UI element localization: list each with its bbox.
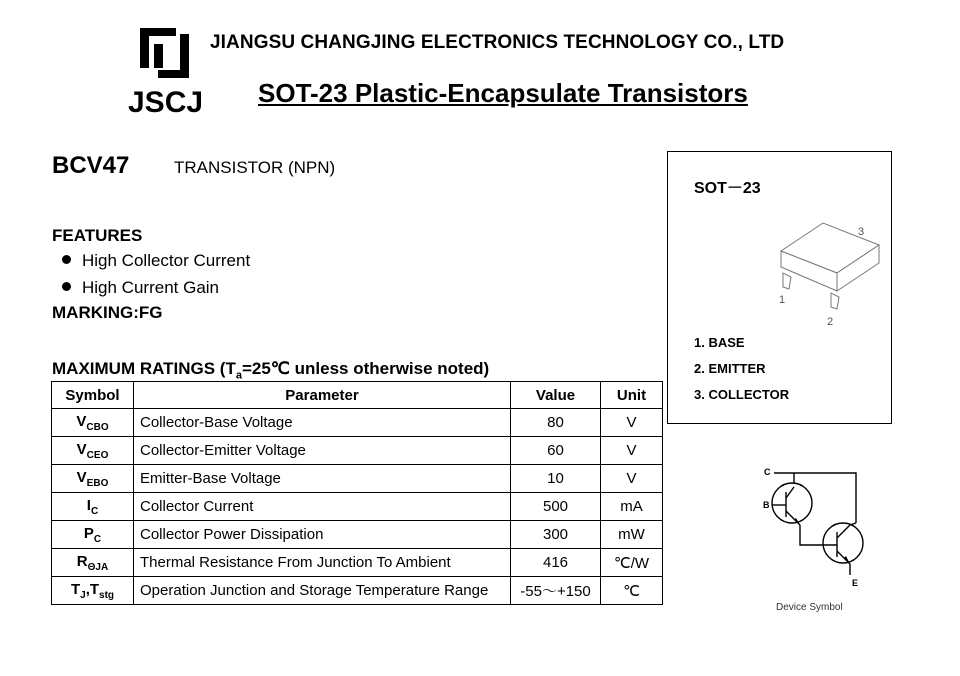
value-cell: 60 bbox=[511, 437, 601, 465]
unit-cell: V bbox=[601, 437, 663, 465]
value-cell: -55～+150 bbox=[511, 577, 601, 605]
svg-text:JSCJ: JSCJ bbox=[128, 86, 204, 116]
base-label: B bbox=[763, 500, 770, 510]
value-cell: 10 bbox=[511, 465, 601, 493]
marking-code: MARKING:FG bbox=[52, 303, 163, 322]
table-row bbox=[52, 409, 663, 437]
unit-cell: mW bbox=[601, 521, 663, 549]
table-row bbox=[52, 437, 663, 465]
ratings-heading: MAXIMUM RATINGS ($T_a=25℃$ unless otherwise noted) bbox=[52, 359, 490, 382]
document-title: SOT-23 Plastic-Encapsulate Transistors bbox=[258, 78, 748, 108]
unit-cell: mA bbox=[601, 493, 663, 521]
parameter-cell: Collector-Emitter Voltage bbox=[134, 437, 511, 465]
value-cell: 300 bbox=[511, 521, 601, 549]
feature-item: High Current Gain bbox=[62, 278, 219, 298]
column-header: Unit bbox=[601, 382, 663, 409]
darlington-symbol bbox=[760, 463, 875, 593]
symbol-cell: $I_C$ bbox=[52, 493, 134, 521]
jscj-logo bbox=[128, 26, 204, 116]
bullet-icon bbox=[62, 282, 71, 291]
value-cell: 416 bbox=[511, 549, 601, 577]
table-row bbox=[52, 549, 663, 577]
pin-2-label: 2 bbox=[827, 316, 834, 328]
parameter-cell: Collector-Base Voltage bbox=[134, 409, 511, 437]
feature-item: High Collector Current bbox=[62, 251, 250, 271]
ratings-table bbox=[51, 381, 663, 605]
column-header: Parameter bbox=[134, 382, 511, 409]
part-number: BCV47 bbox=[52, 152, 130, 179]
table-header-row bbox=[52, 382, 663, 409]
part-type: TRANSISTOR (NPN) bbox=[174, 158, 336, 177]
pin-label: 2. EMITTER bbox=[694, 361, 766, 376]
unit-cell: ℃/W bbox=[601, 549, 663, 577]
table-row bbox=[52, 577, 663, 605]
unit-cell: ℃ bbox=[601, 577, 663, 605]
column-header: Symbol bbox=[52, 382, 134, 409]
table-row bbox=[52, 521, 663, 549]
company-name: JIANGSU CHANGJING ELECTRONICS TECHNOLOGY CO., LTD bbox=[210, 32, 785, 53]
table-row bbox=[52, 493, 663, 521]
parameter-cell: Collector Power Dissipation bbox=[134, 521, 511, 549]
features-heading: FEATURES bbox=[52, 226, 143, 245]
device-symbol-caption: Device Symbol bbox=[776, 602, 843, 613]
unit-cell: V bbox=[601, 465, 663, 493]
emitter-label: E bbox=[852, 578, 859, 588]
parameter-cell: Operation Junction and Storage Temperature Range bbox=[134, 577, 511, 605]
parameter-cell: Collector Current bbox=[134, 493, 511, 521]
pin-label: 1. BASE bbox=[694, 335, 745, 350]
parameter-cell: Emitter-Base Voltage bbox=[134, 465, 511, 493]
package-title: SOT－23 bbox=[694, 180, 761, 197]
symbol-cell: $P_C$ bbox=[52, 521, 134, 549]
symbol-cell: $R_{\Theta JA}$ bbox=[52, 549, 134, 577]
symbol-cell: $V_{EBO}$ bbox=[52, 465, 134, 493]
pin-label: 3. COLLECTOR bbox=[694, 387, 790, 402]
bullet-icon bbox=[62, 255, 71, 264]
sot23-package-drawing bbox=[775, 215, 885, 330]
unit-cell: V bbox=[601, 409, 663, 437]
column-header: Value bbox=[511, 382, 601, 409]
symbol-cell: $V_{CEO}$ bbox=[52, 437, 134, 465]
collector-label: C bbox=[764, 467, 771, 477]
parameter-cell: Thermal Resistance From Junction To Ambient bbox=[134, 549, 511, 577]
symbol-cell: $T_J,T_{stg}$ bbox=[52, 577, 134, 605]
value-cell: 500 bbox=[511, 493, 601, 521]
pin-1-label: 1 bbox=[779, 294, 786, 306]
pin-3-label: 3 bbox=[858, 226, 865, 238]
table-row bbox=[52, 465, 663, 493]
value-cell: 80 bbox=[511, 409, 601, 437]
symbol-cell: $V_{CBO}$ bbox=[52, 409, 134, 437]
